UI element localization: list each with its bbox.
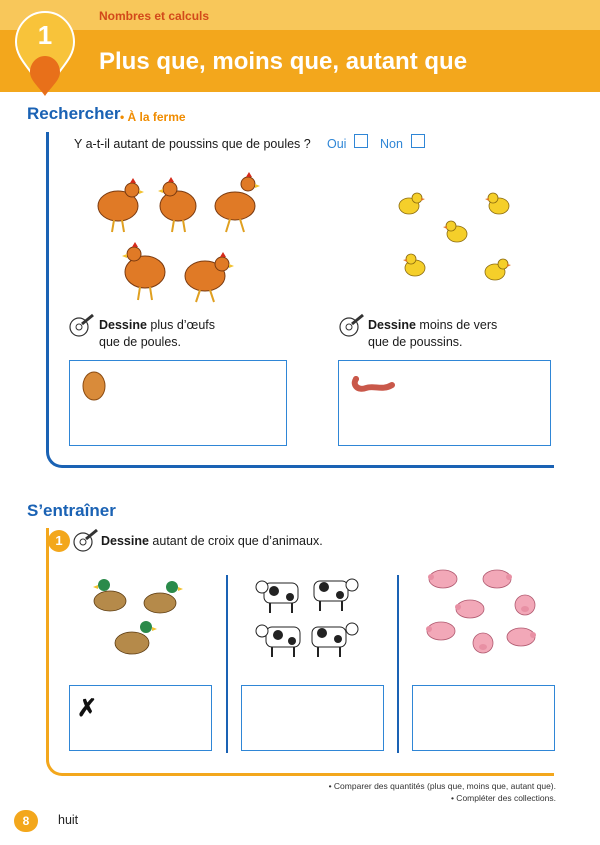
- hens-illustration: [90, 172, 270, 307]
- chick-icon: [485, 259, 511, 280]
- cows-answer-box[interactable]: [241, 685, 384, 751]
- hen-icon: [158, 177, 196, 232]
- chick-icon: [403, 254, 425, 276]
- hen-icon: [98, 178, 144, 232]
- footnote-2: • Compléter des collections.: [450, 793, 556, 803]
- rechercher-heading: Rechercher: [27, 104, 121, 123]
- chicks-illustration: [395, 190, 520, 290]
- left-instruction-rest: plus d’œufs: [146, 318, 216, 332]
- entrainer-heading: S’entraîner: [27, 501, 116, 520]
- exercise-instruction-rest: autant de croix que d’animaux.: [148, 534, 323, 548]
- footnote-1: • Comparer des quantités (plus que, moins que, autant que).: [328, 781, 556, 791]
- example-cross-mark: ✗: [77, 695, 98, 722]
- column-separator: [226, 575, 228, 753]
- rechercher-subheading: • À la ferme: [120, 110, 186, 124]
- lesson-number: 1: [37, 20, 53, 50]
- pigs-answer-box[interactable]: [412, 685, 555, 751]
- cow-icon: [256, 625, 300, 657]
- pig-icon: [473, 633, 493, 653]
- cow-icon: [256, 581, 298, 613]
- egg-icon: [82, 371, 106, 401]
- duck-icon: [93, 579, 126, 611]
- pig-icon: [426, 622, 455, 640]
- cow-icon: [314, 579, 358, 611]
- page-title: Plus que, moins que, autant que: [99, 48, 468, 75]
- option-no-label: Non: [380, 137, 403, 151]
- pig-icon: [515, 595, 535, 615]
- worm-icon: [350, 371, 394, 393]
- pig-icon: [428, 570, 457, 588]
- column-separator: [397, 575, 399, 753]
- pig-icon: [507, 628, 536, 646]
- draw-pencil-icon: [72, 529, 98, 553]
- draw-pencil-icon: [68, 314, 94, 338]
- pigs-illustration: [425, 567, 550, 667]
- option-yes-label: Oui: [327, 137, 347, 151]
- left-instruction: [99, 317, 215, 351]
- section-label: Nombres et calculs: [99, 9, 210, 23]
- hen-icon: [185, 252, 234, 302]
- question-text: Y a-t-il autant de poussins que de poules ?: [74, 137, 311, 151]
- pig-icon: [483, 570, 512, 588]
- chick-icon: [443, 221, 467, 242]
- chick-icon: [485, 193, 509, 214]
- duck-icon: [115, 621, 157, 654]
- cow-icon: [312, 623, 358, 657]
- left-instruction-line2: que de poules.: [99, 335, 182, 349]
- header-top-strip: [0, 0, 600, 30]
- right-instruction-rest: moins de vers: [415, 318, 498, 332]
- draw-pencil-icon: [338, 314, 364, 338]
- hen-icon: [215, 172, 260, 232]
- right-instruction-line2: que de poussins.: [368, 335, 463, 349]
- exercise-instruction: [101, 533, 323, 550]
- cows-illustration: [252, 573, 362, 663]
- right-instruction-bold: Dessine: [368, 318, 416, 332]
- pig-icon: [455, 600, 484, 618]
- exercise-instruction-bold: Dessine: [101, 534, 149, 548]
- exercise-number: 1: [48, 530, 70, 552]
- hen-icon: [122, 242, 165, 300]
- chick-icon: [399, 193, 425, 214]
- header-banner: [0, 0, 600, 92]
- option-no-checkbox[interactable]: [411, 134, 425, 148]
- ducks-illustration: [92, 575, 184, 660]
- option-yes-checkbox[interactable]: [354, 134, 368, 148]
- right-instruction: [368, 317, 497, 351]
- page-number-word: huit: [58, 813, 79, 827]
- left-instruction-bold: Dessine: [99, 318, 147, 332]
- duck-icon: [144, 581, 183, 613]
- page-number: 8: [14, 810, 38, 832]
